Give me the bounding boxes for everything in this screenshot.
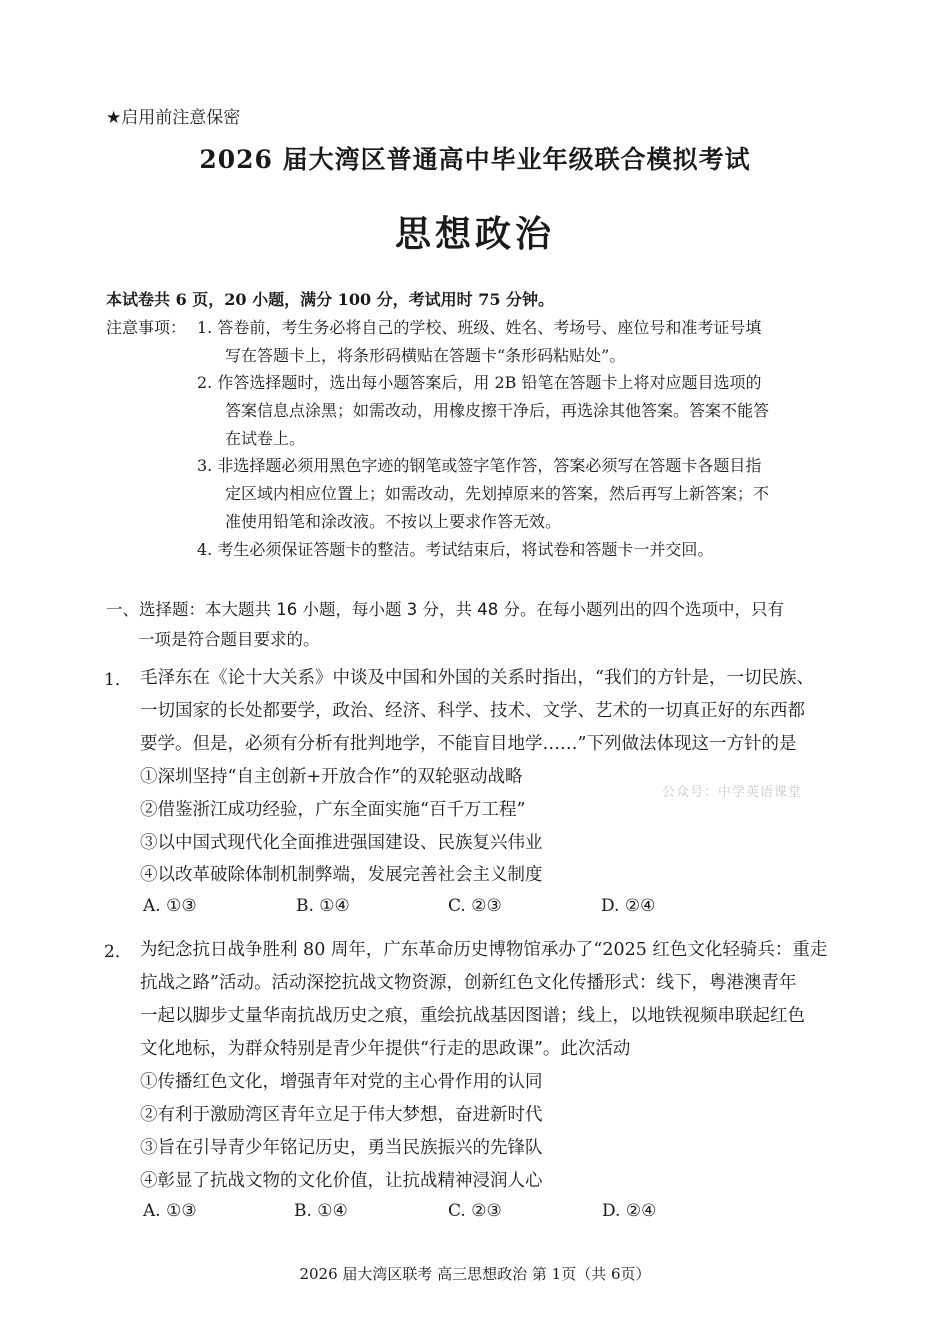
exam-title: 2026 届大湾区普通高中毕业年级联合模拟考试 — [199, 145, 751, 174]
section-heading-cont: 一项是符合题目要求的。 — [138, 630, 320, 649]
question-stem: 一切国家的长处都要学，政治、经济、科学、技术、文学、艺术的一切真正好的东西都 — [140, 701, 805, 721]
question-stem: 抗战之路”活动。活动深挖抗战文物资源，创新红色文化传播形式：线下，粤港澳青年 — [140, 973, 797, 993]
note-line: 答案信息点涂黑；如需改动，用橡皮擦干净后，再选涂其他答案。答案不能答 — [225, 401, 770, 420]
exam-summary: 本试卷共 6 页，20 小题，满分 100 分，考试用时 75 分钟。 — [106, 290, 555, 309]
statement-option: ②有利于激励湾区青年立足于伟大梦想，奋进新时代 — [140, 1105, 543, 1125]
answer-choice-d: D. ②④ — [601, 896, 656, 916]
answer-choice-c: C. ②③ — [448, 896, 502, 916]
section-heading: 一、选择题：本大题共 16 小题，每小题 3 分，共 48 分。在每小题列出的四个选项中，只有 — [106, 600, 784, 619]
question-stem: 要学。但是，必须有分析有批判地学，不能盲目地学……”下列做法体现这一方针的是 — [140, 734, 797, 754]
statement-option: ④以改革破除体制机制弊端，发展完善社会主义制度 — [140, 865, 543, 885]
note-line: 在试卷上。 — [225, 429, 306, 448]
statement-option: ④彰显了抗战文物的文化价值，让抗战精神浸润人心 — [140, 1171, 543, 1191]
statement-option: ②借鉴浙江成功经验，广东全面实施“百千万工程” — [140, 800, 526, 820]
answer-choice-a: A. ①③ — [143, 896, 197, 916]
question-number: 2． — [104, 942, 132, 962]
confidential-notice: ★启用前注意保密 — [106, 108, 241, 128]
question-stem: 一起以脚步丈量华南抗战历史之痕，重绘抗战基因图谱；线上，以地铁视频串联起红色 — [140, 1006, 805, 1026]
note-line: 定区域内相应位置上；如需改动，先划掉原来的答案，然后再写上新答案；不 — [225, 484, 770, 503]
answer-choice-b: B. ①④ — [296, 896, 350, 916]
question-stem: 毛泽东在《论十大关系》中谈及中国和外国的关系时指出，“我们的方针是，一切民族、 — [140, 668, 814, 688]
answer-choice-d: D. ②④ — [602, 1201, 657, 1221]
question-stem: 文化地标，为群众特别是青少年提供“行走的思政课”。此次活动 — [140, 1039, 631, 1059]
note-line: 3. 非选择题必须用黑色字迹的钢笔或签字笔作答，答案必须写在答题卡各题目指 — [197, 456, 762, 475]
statement-option: ①传播红色文化，增强青年对党的主心骨作用的认同 — [140, 1072, 543, 1092]
note-line: 准使用铅笔和涂改液。不按以上要求作答无效。 — [225, 512, 562, 531]
watermark: 公众号：中学英语课堂 — [662, 785, 803, 800]
note-line: 1. 答卷前，考生务必将自己的学校、班级、姓名、考场号、座位号和准考证号填 — [197, 318, 762, 337]
question-number: 1． — [104, 670, 132, 690]
answer-choice-c: C. ②③ — [448, 1201, 502, 1221]
question-stem: 为纪念抗日战争胜利 80 周年，广东革命历史博物馆承办了“2025 红色文化轻骑兵：重走 — [140, 940, 828, 960]
statement-option: ③旨在引导青少年铭记历史，勇当民族振兴的先锋队 — [140, 1138, 543, 1158]
statement-option: ③以中国式现代化全面推进强国建设、民族复兴伟业 — [140, 833, 543, 853]
statement-option: ①深圳坚持“自主创新+开放合作”的双轮驱动战略 — [140, 767, 523, 787]
subject-title: 思想政治 — [394, 213, 555, 255]
note-line: 写在答题卡上，将条形码横贴在答题卡“条形码粘贴处”。 — [225, 346, 626, 365]
note-line: 2. 作答选择题时，选出每小题答案后，用 2B 铅笔在答题卡上将对应题目选项的 — [197, 373, 762, 392]
answer-choice-b: B. ①④ — [294, 1201, 348, 1221]
answer-choice-a: A. ①③ — [143, 1201, 197, 1221]
page-footer: 2026 届大湾区联考 高三思想政治 第 1页（共 6页） — [299, 1265, 651, 1283]
note-line: 4. 考生必须保证答题卡的整洁。考试结束后，将试卷和答题卡一并交回。 — [197, 540, 714, 559]
notes-label: 注意事项： — [106, 318, 187, 337]
